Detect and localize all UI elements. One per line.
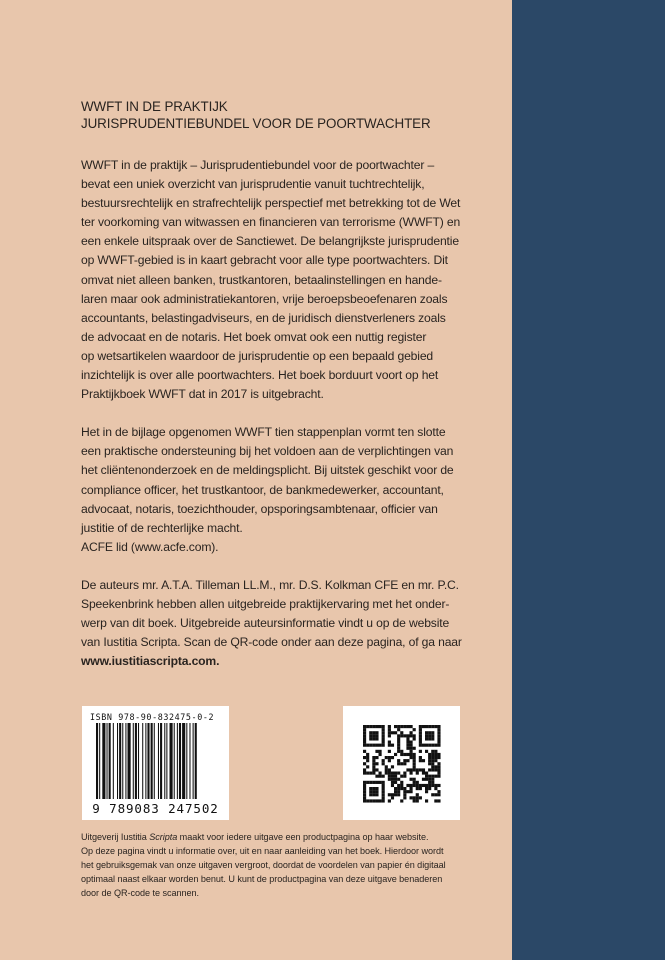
publisher-note bbox=[81, 830, 501, 900]
text-line: een enkele uitspraak over de Sanctiewet. De belangrijkste jurisprudentie bbox=[81, 234, 459, 249]
text-line: het cliëntenonderzoek en de meldingsplicht. Bij uitstek geschikt voor de bbox=[81, 463, 454, 478]
text-line: Praktijkboek WWFT dat in 2017 is uitgebracht. bbox=[81, 387, 324, 402]
text-line: bestuursrechtelijk en strafrechtelijk perspectief met betrekking tot de Wet bbox=[81, 196, 461, 211]
isbn-label: ISBN 978-90-832475-0-2 bbox=[90, 712, 215, 722]
text-line: omvat niet alleen banken, trustkantoren, betaalinstellingen en hande- bbox=[81, 272, 442, 287]
footer-line: het gebruiksgemak van onze uitgaven vergroot, doordat de voordelen van papier én digitaal bbox=[81, 860, 446, 871]
authors-paragraph bbox=[81, 576, 491, 671]
text-line: op wetsartikelen waardoor de jurisprudentie op een bepaald gebied bbox=[81, 348, 434, 363]
qr-code-icon bbox=[343, 706, 460, 820]
footer-line: Uitgeverij Iustitia Scripta maakt voor iedere uitgave een productpagina op haar website. bbox=[81, 832, 429, 842]
text-line: De auteurs mr. A.T.A. Tilleman LL.M., mr. D.S. Kolkman CFE en mr. P.C. bbox=[81, 577, 459, 592]
text-line: Het in de bijlage opgenomen WWFT tien stappenplan vormt ten slotte bbox=[81, 425, 446, 440]
text-line: de advocaat en de notaris. Het boek omvat ook een nuttig register bbox=[81, 329, 427, 344]
text-line: van Iustitia Scripta. Scan de QR-code onder aan deze pagina, of ga naar bbox=[81, 635, 462, 650]
footer-line: Op deze pagina vindt u informatie over, uit en naar aanleiding van het boek. Hierdoor wordt bbox=[81, 846, 444, 857]
text-line: ACFE lid (www.acfe.com). bbox=[81, 539, 219, 554]
book-title bbox=[81, 98, 491, 132]
footer-line: door de QR-code te scannen. bbox=[81, 888, 199, 899]
back-cover-text bbox=[81, 98, 491, 671]
description-paragraph bbox=[81, 156, 491, 404]
title-line-2: JURISPRUDENTIEBUNDEL VOOR DE POORTWACHTER bbox=[81, 116, 431, 131]
text-line: compliance officer, het trustkantoor, de bankmedewerker, accountant, bbox=[81, 482, 444, 497]
text-line: justitie of de rechterlijke macht. bbox=[81, 520, 243, 535]
text-line: op WWFT-gebied is in kaart gebracht voor alle type poortwachters. Dit bbox=[81, 253, 448, 268]
text-line: WWFT in de praktijk – Jurisprudentiebundel voor de poortwachter – bbox=[81, 158, 435, 172]
isbn-digits: 9 789083 247502 bbox=[92, 801, 219, 816]
isbn-barcode bbox=[82, 706, 229, 820]
text-line: advocaat, notaris, toezichthouder, opsporingsambtenaar, officier van bbox=[81, 501, 438, 516]
text-line: accountants, belastingadviseurs, en de juridisch dienstverleners zoals bbox=[81, 310, 446, 325]
text-line: Speekenbrink hebben allen uitgebreide praktijkervaring met het onder- bbox=[81, 596, 450, 611]
text-line: inzichtelijk is over alle poortwachters. Het boek borduurt voort op het bbox=[81, 368, 439, 383]
appendix-paragraph bbox=[81, 423, 491, 557]
text-line: bevat een uniek overzicht van jurisprudentie vanuit tuchtrechtelijk, bbox=[81, 177, 425, 192]
website-link[interactable]: www.iustitiascripta.com. bbox=[81, 654, 220, 669]
title-line-1: WWFT IN DE PRAKTIJK bbox=[81, 99, 228, 114]
qr-code[interactable] bbox=[343, 706, 460, 820]
text-line: een praktische ondersteuning bij het voldoen aan de verplichtingen van bbox=[81, 444, 454, 459]
spine-panel bbox=[512, 0, 665, 960]
text-line: ter voorkoming van witwassen en financieren van terrorisme (WWFT) en bbox=[81, 215, 461, 230]
text-line: laren maar ook administratiekantoren, vrije beroepsbeoefenaren zoals bbox=[81, 291, 448, 306]
text-line: werp van dit boek. Uitgebreide auteursinformatie vindt u op de website bbox=[81, 616, 450, 631]
footer-line: optimaal naast elkaar worden benut. U kunt de productpagina van deze uitgave benaderen bbox=[81, 874, 443, 885]
